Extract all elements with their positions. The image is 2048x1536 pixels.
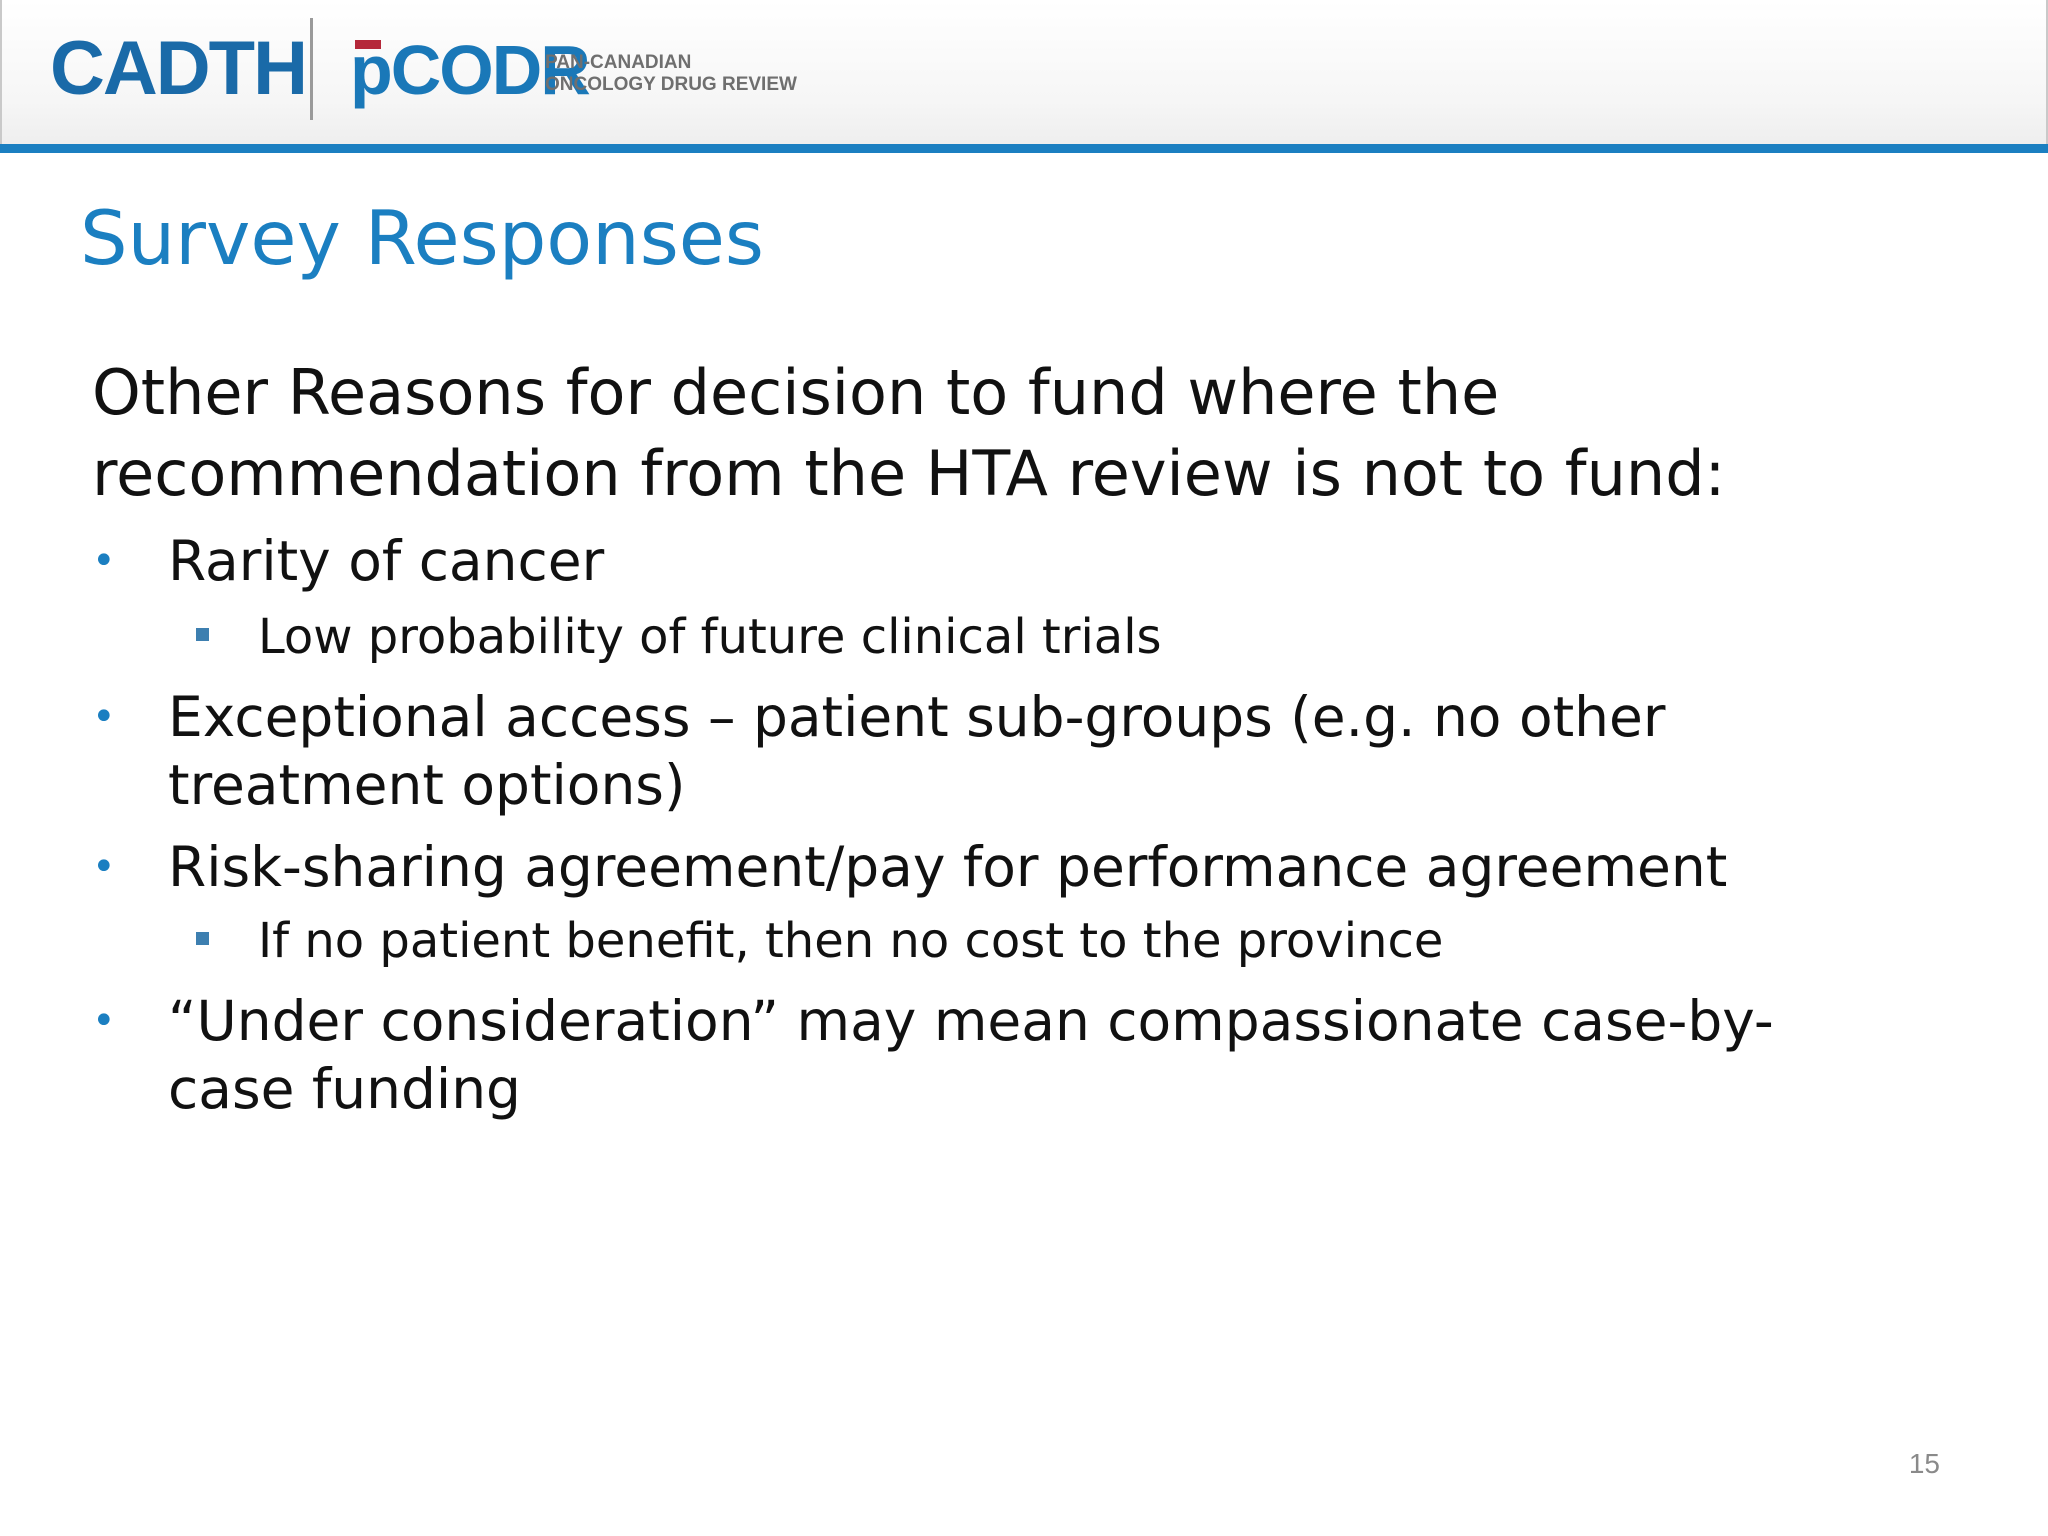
square-bullet-icon [196, 628, 209, 641]
pcodr-logo: pCODR [350, 31, 589, 109]
slide-header [0, 0, 2048, 144]
sub-bullet-item [258, 607, 1878, 667]
bullet-dot-icon: • [92, 844, 116, 890]
bullet-dot-icon: • [92, 998, 116, 1044]
page-number: 15 [1908, 1448, 1940, 1479]
bullet-text: Risk-sharing agreement/pay for performance agreement [168, 835, 1728, 899]
square-bullet-icon [196, 932, 209, 945]
bullet-item [92, 833, 1888, 901]
bullet-item [92, 987, 1888, 1123]
pcodr-subtitle-line-2: ONCOLOGY DRUG REVIEW [545, 74, 797, 95]
sub-bullet-text: If no patient benefit, then no cost to the province [258, 913, 1444, 969]
slide-title: Survey Responses [80, 194, 765, 282]
bullet-dot-icon: • [92, 694, 116, 740]
sub-bullet-item [258, 911, 1878, 971]
bullet-dot-icon: • [92, 538, 116, 584]
sub-bullet-text: Low probability of future clinical trials [258, 609, 1162, 665]
cadth-logo: CADTH [50, 26, 306, 111]
bullet-text: Exceptional access – patient sub-groups (e.g. no other treatment options) [168, 685, 1666, 817]
pcodr-logo-subtitle [545, 52, 797, 96]
header-rule [0, 144, 2048, 153]
bullet-text: “Under consideration” may mean compassionate case-by-case funding [168, 989, 1774, 1121]
bullet-item [92, 527, 1888, 595]
logo-divider [310, 18, 313, 120]
bullet-item [92, 683, 1888, 819]
pcodr-subtitle-line-1: PAN-CANADIAN [545, 52, 692, 73]
lead-paragraph: Other Reasons for decision to fund where the recommendation from the HTA review is not to fund: [92, 356, 1726, 510]
bullet-text: Rarity of cancer [168, 529, 605, 593]
